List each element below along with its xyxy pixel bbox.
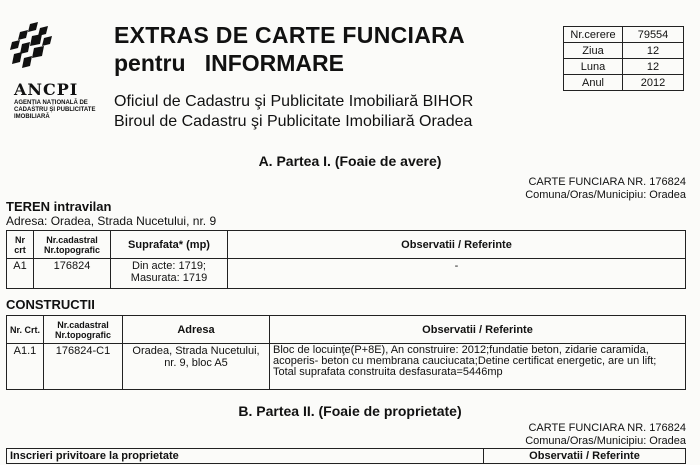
cell-adresa: Oradea, Strada Nucetului, nr. 9, bloc A5 — [123, 344, 270, 390]
col-nr-cadastral: Nr.cadastral Nr.topografic — [34, 231, 111, 259]
teren-heading: TEREN intravilan — [6, 199, 112, 214]
ancpi-logo — [8, 22, 108, 120]
table-header-row — [7, 316, 686, 344]
request-info-row — [564, 59, 684, 75]
col-adresa: Adresa — [123, 316, 270, 344]
request-info-label: Ziua — [564, 43, 623, 59]
col-observatii: Observatii / Referinte — [484, 449, 686, 464]
request-info-label: Nr.cerere — [564, 27, 623, 43]
logo-name: ANCPI — [14, 80, 79, 99]
col-nr-crt: Nr. Crt. — [7, 316, 44, 344]
constructii-heading: CONSTRUCTII — [6, 297, 95, 312]
proprietate-table — [6, 448, 686, 464]
locality: Comuna/Oras/Municipiu: Oradea — [525, 435, 686, 447]
request-info-value: 2012 — [623, 75, 684, 91]
cf-number: CARTE FUNCIARA NR. 176824 — [528, 176, 686, 188]
office-line-1: Oficiul de Cadastru şi Publicitate Imobiliară BIHOR — [114, 93, 474, 110]
table-header-row — [7, 231, 686, 259]
part1-title: A. Partea I. (Foaie de avere) — [258, 153, 442, 169]
request-info-value: 79554 — [623, 27, 684, 43]
constructii-table — [6, 315, 686, 390]
part2-title: B. Partea II. (Foaie de proprietate) — [238, 403, 462, 419]
request-info-table — [563, 26, 684, 91]
cell-suprafata — [111, 259, 228, 289]
col-nr-crt: Nr crt — [7, 231, 34, 259]
cell-cadastral: 176824-C1 — [44, 344, 123, 390]
request-info-label: Luna — [564, 59, 623, 75]
suprafata-acte: Din acte: 1719; — [132, 260, 206, 272]
table-row — [7, 259, 686, 289]
col-observatii: Observatii / Referinte — [228, 231, 686, 259]
teren-table — [6, 230, 686, 289]
table-row — [7, 344, 686, 390]
part2-cf-info — [525, 422, 686, 448]
document-subtitle: pentru INFORMARE — [114, 50, 344, 76]
part1-cf-info — [525, 176, 686, 202]
col-observatii: Observatii / Referinte — [270, 316, 686, 344]
locality: Comuna/Oras/Municipiu: Oradea — [525, 189, 686, 201]
col-inscrieri: Inscrieri privitoare la proprietate — [7, 449, 484, 464]
document-title: EXTRAS DE CARTE FUNCIARA — [114, 22, 465, 48]
office-line-2: Biroul de Cadastru şi Publicitate Imobiliară Oradea — [114, 113, 473, 130]
cell-observatii: Bloc de locuinţe(P+8E), An construire: 2012;fundatie beton, zidarie caramida, acoperis- beton cu membrana cauciucata;Detine certificat energetic, are un lift; Total suprafata construita desfasurata=5446mp — [270, 344, 686, 390]
cell-observatii: - — [228, 259, 686, 289]
cf-number: CARTE FUNCIARA NR. 176824 — [528, 422, 686, 434]
col-suprafata: Suprafata* (mp) — [111, 231, 228, 259]
cell-nr: A1.1 — [7, 344, 44, 390]
request-info-value: 12 — [623, 59, 684, 75]
col-nr-cadastral: Nr.cadastral Nr.topografic — [44, 316, 123, 344]
suprafata-masurata: Masurata: 1719 — [130, 272, 208, 284]
request-info-row — [564, 75, 684, 91]
request-info-row — [564, 27, 684, 43]
request-info-value: 12 — [623, 43, 684, 59]
request-info-row — [564, 43, 684, 59]
request-info-label: Anul — [564, 75, 623, 91]
ancpi-emblem-icon — [8, 22, 56, 78]
cell-nr: A1 — [7, 259, 34, 289]
office-names — [114, 92, 473, 132]
teren-address: Adresa: Oradea, Strada Nucetului, nr. 9 — [6, 214, 217, 228]
table-header-row — [7, 449, 686, 464]
logo-agency: AGENȚIA NAȚIONALĂ DE CADASTRU ȘI PUBLICITATE IMOBILIARĂ — [14, 100, 96, 120]
cell-cadastral: 176824 — [34, 259, 111, 289]
